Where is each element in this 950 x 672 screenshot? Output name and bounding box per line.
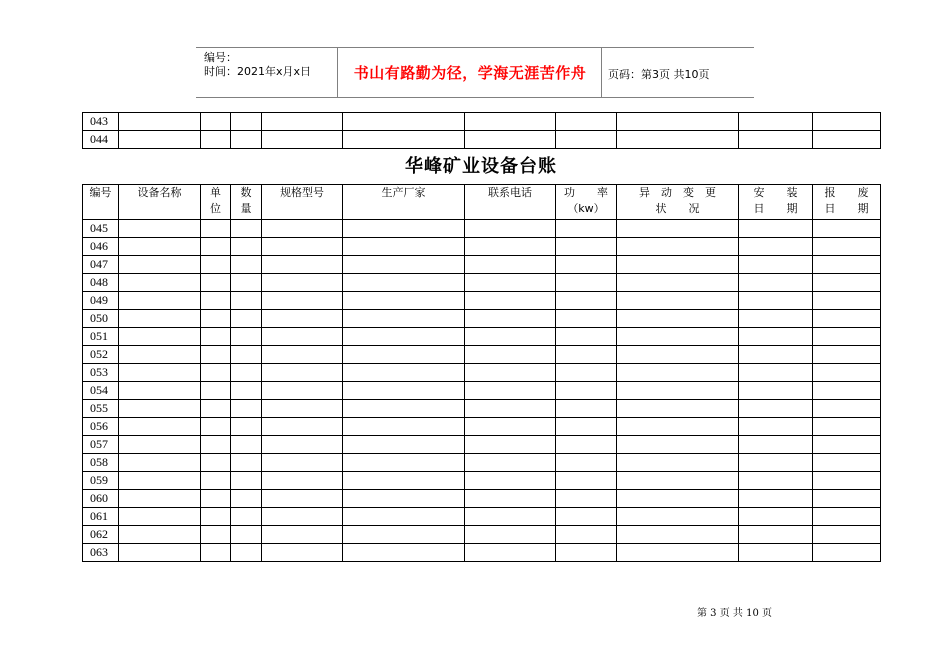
- table-cell: [119, 418, 201, 436]
- table-cell: [119, 256, 201, 274]
- row-number: 044: [83, 131, 119, 149]
- column-header-line2: 日 期: [753, 202, 798, 215]
- column-header-line2: 位: [210, 202, 221, 215]
- table-cell: [262, 418, 343, 436]
- header-motto: 书山有路勤为径，学海无涯苦作舟: [353, 64, 587, 82]
- table-cell: [813, 508, 881, 526]
- row-number: 060: [83, 490, 119, 508]
- table-row: [83, 220, 881, 238]
- table-cell: [465, 364, 556, 382]
- column-header: [83, 185, 119, 220]
- table-cell: [262, 472, 343, 490]
- table-cell: [617, 400, 739, 418]
- table-cell: [201, 400, 231, 418]
- table-cell: [617, 418, 739, 436]
- table-cell: [201, 508, 231, 526]
- table-cell: [262, 544, 343, 562]
- table-cell: [201, 526, 231, 544]
- table-cell: [465, 400, 556, 418]
- table-cell: [465, 472, 556, 490]
- table-cell: [556, 508, 617, 526]
- table-cell: [119, 328, 201, 346]
- row-number: 058: [83, 454, 119, 472]
- row-number: 051: [83, 328, 119, 346]
- table-cell: [617, 256, 739, 274]
- table-cell: [262, 508, 343, 526]
- column-header: [201, 185, 231, 220]
- row-number: 048: [83, 274, 119, 292]
- table-cell: [231, 346, 262, 364]
- table-cell: [556, 382, 617, 400]
- table-cell: [343, 418, 465, 436]
- table-cell: [813, 238, 881, 256]
- table-cell: [617, 328, 739, 346]
- table-cell: [201, 544, 231, 562]
- table-cell: [617, 382, 739, 400]
- table-row: [83, 490, 881, 508]
- table-cell: [231, 256, 262, 274]
- row-number: 049: [83, 292, 119, 310]
- table-cell: [201, 256, 231, 274]
- table-cell: [201, 292, 231, 310]
- table-cell: [343, 113, 465, 131]
- table-cell: [556, 328, 617, 346]
- table-cell: [343, 220, 465, 238]
- table-cell: [119, 400, 201, 418]
- table-cell: [262, 364, 343, 382]
- table-cell: [231, 526, 262, 544]
- table-cell: [465, 292, 556, 310]
- table-cell: [617, 113, 739, 131]
- table-cell: [556, 544, 617, 562]
- table-cell: [231, 274, 262, 292]
- table-row: [83, 310, 881, 328]
- table-cell: [556, 472, 617, 490]
- table-cell: [465, 418, 556, 436]
- table-cell: [343, 346, 465, 364]
- column-header-line1: 生产厂家: [381, 186, 426, 199]
- table-cell: [343, 274, 465, 292]
- row-number: 055: [83, 400, 119, 418]
- table-row: [83, 418, 881, 436]
- table-cell: [201, 454, 231, 472]
- table-cell: [465, 436, 556, 454]
- table-cell: [739, 364, 813, 382]
- table-cell: [119, 310, 201, 328]
- table-cell: [343, 508, 465, 526]
- table-cell: [119, 346, 201, 364]
- table-cell: [465, 526, 556, 544]
- table-cell: [739, 436, 813, 454]
- table-cell: [813, 131, 881, 149]
- table-cell: [465, 508, 556, 526]
- table-cell: [201, 382, 231, 400]
- table-cell: [231, 310, 262, 328]
- header-divider: [601, 48, 602, 97]
- column-header-line1: 设备名称: [137, 186, 182, 199]
- table-cell: [617, 238, 739, 256]
- table-cell: [262, 400, 343, 418]
- table-cell: [231, 400, 262, 418]
- table-cell: [465, 490, 556, 508]
- table-cell: [231, 508, 262, 526]
- row-number: 054: [83, 382, 119, 400]
- column-header-line1: 数: [240, 186, 252, 199]
- column-header-line1: 功 率: [564, 186, 608, 199]
- table-cell: [556, 364, 617, 382]
- column-header-line1: 报 废: [824, 186, 869, 199]
- table-cell: [617, 526, 739, 544]
- table-cell: [556, 346, 617, 364]
- table-cell: [343, 310, 465, 328]
- table-cell: [119, 508, 201, 526]
- table-cell: [119, 131, 201, 149]
- table-cell: [556, 131, 617, 149]
- page-label: 页码：第3页 共10页: [608, 68, 710, 81]
- code-label: 编号：: [204, 51, 237, 64]
- row-number: 063: [83, 544, 119, 562]
- column-header: [231, 185, 262, 220]
- table-cell: [201, 274, 231, 292]
- table-cell: [343, 364, 465, 382]
- table-cell: [201, 238, 231, 256]
- table-cell: [739, 400, 813, 418]
- table-cell: [813, 310, 881, 328]
- table-cell: [617, 454, 739, 472]
- table-row: [83, 364, 881, 382]
- table-cell: [813, 436, 881, 454]
- column-header-line2: （kw）: [567, 202, 605, 215]
- table-cell: [201, 472, 231, 490]
- row-number: 045: [83, 220, 119, 238]
- table-cell: [617, 508, 739, 526]
- table-cell: [739, 238, 813, 256]
- table-cell: [119, 220, 201, 238]
- table-cell: [201, 131, 231, 149]
- column-header-line1: 联系电话: [488, 186, 532, 199]
- table-cell: [617, 364, 739, 382]
- table-cell: [813, 364, 881, 382]
- table-cell: [739, 292, 813, 310]
- table-cell: [119, 436, 201, 454]
- column-header-line2: 状 况: [655, 202, 700, 215]
- table-cell: [343, 436, 465, 454]
- table-cell: [617, 310, 739, 328]
- table-cell: [201, 364, 231, 382]
- table-cell: [262, 220, 343, 238]
- table-cell: [201, 220, 231, 238]
- table-cell: [813, 274, 881, 292]
- header-divider: [337, 48, 338, 97]
- table-cell: [617, 220, 739, 238]
- table-cell: [813, 256, 881, 274]
- table-cell: [231, 472, 262, 490]
- table-cell: [343, 292, 465, 310]
- column-header-line2: 日 期: [824, 202, 869, 215]
- table-cell: [465, 310, 556, 328]
- table-cell: [231, 382, 262, 400]
- table-cell: [119, 544, 201, 562]
- table-cell: [262, 328, 343, 346]
- table-cell: [556, 436, 617, 454]
- table-cell: [201, 346, 231, 364]
- equipment-ledger-table: [82, 184, 881, 562]
- table-row: [83, 382, 881, 400]
- table-cell: [119, 454, 201, 472]
- table-cell: [739, 220, 813, 238]
- table-cell: [465, 346, 556, 364]
- table-cell: [343, 526, 465, 544]
- table-cell: [231, 436, 262, 454]
- table-cell: [343, 131, 465, 149]
- table-cell: [739, 310, 813, 328]
- table-row: [83, 238, 881, 256]
- table-row: [83, 256, 881, 274]
- table-cell: [231, 544, 262, 562]
- page-header: [196, 47, 754, 98]
- row-number: 052: [83, 346, 119, 364]
- table-cell: [556, 274, 617, 292]
- table-cell: [343, 544, 465, 562]
- table-cell: [739, 490, 813, 508]
- column-header: [465, 185, 556, 220]
- table-cell: [231, 490, 262, 508]
- table-cell: [262, 274, 343, 292]
- continuation-table: [82, 112, 881, 149]
- table-cell: [201, 328, 231, 346]
- table-cell: [262, 346, 343, 364]
- table-cell: [739, 526, 813, 544]
- table-cell: [739, 274, 813, 292]
- table-cell: [119, 472, 201, 490]
- table-cell: [231, 238, 262, 256]
- table-cell: [231, 292, 262, 310]
- column-header: [813, 185, 881, 220]
- table-cell: [231, 364, 262, 382]
- table-cell: [262, 292, 343, 310]
- table-cell: [262, 382, 343, 400]
- table-row: [83, 274, 881, 292]
- row-number: 053: [83, 364, 119, 382]
- table-cell: [231, 454, 262, 472]
- table-cell: [556, 292, 617, 310]
- table-cell: [262, 526, 343, 544]
- table-cell: [556, 418, 617, 436]
- column-header: [739, 185, 813, 220]
- table-cell: [465, 220, 556, 238]
- table-cell: [119, 526, 201, 544]
- table-cell: [465, 544, 556, 562]
- table-cell: [119, 113, 201, 131]
- header-meta: [204, 51, 311, 79]
- table-cell: [201, 310, 231, 328]
- table-cell: [813, 292, 881, 310]
- table-cell: [262, 238, 343, 256]
- table-cell: [813, 544, 881, 562]
- row-number: 050: [83, 310, 119, 328]
- table-cell: [465, 328, 556, 346]
- time-label: 时间：2021年x月x日: [204, 65, 312, 78]
- table-cell: [343, 256, 465, 274]
- table-cell: [556, 400, 617, 418]
- table-cell: [813, 382, 881, 400]
- table-cell: [617, 292, 739, 310]
- table-cell: [119, 382, 201, 400]
- column-header-line1: 编号: [89, 186, 112, 199]
- table-cell: [617, 436, 739, 454]
- column-header-line1: 安 装: [753, 186, 798, 199]
- table-row: [83, 508, 881, 526]
- table-row: [83, 113, 881, 131]
- table-cell: [739, 113, 813, 131]
- table-cell: [231, 328, 262, 346]
- table-cell: [465, 256, 556, 274]
- table-cell: [739, 346, 813, 364]
- column-header-line1: 异 动 变 更: [639, 186, 716, 199]
- column-header: [262, 185, 343, 220]
- table-cell: [739, 418, 813, 436]
- table-cell: [231, 131, 262, 149]
- table-cell: [262, 256, 343, 274]
- table-cell: [617, 131, 739, 149]
- table-cell: [739, 328, 813, 346]
- table-row: [83, 328, 881, 346]
- table-cell: [262, 113, 343, 131]
- row-number: 061: [83, 508, 119, 526]
- table-cell: [739, 508, 813, 526]
- table-cell: [231, 418, 262, 436]
- table-cell: [617, 544, 739, 562]
- table-cell: [556, 526, 617, 544]
- table-cell: [556, 310, 617, 328]
- table-cell: [119, 274, 201, 292]
- table-cell: [813, 328, 881, 346]
- table-cell: [617, 274, 739, 292]
- table-cell: [556, 238, 617, 256]
- table-cell: [231, 113, 262, 131]
- table-cell: [343, 472, 465, 490]
- table-cell: [617, 346, 739, 364]
- column-header-line2: 量: [240, 202, 252, 215]
- column-header: [556, 185, 617, 220]
- table-row: [83, 436, 881, 454]
- table-cell: [119, 238, 201, 256]
- table-cell: [262, 131, 343, 149]
- table-cell: [556, 454, 617, 472]
- table-row: [83, 454, 881, 472]
- table-row: [83, 131, 881, 149]
- row-number: 059: [83, 472, 119, 490]
- page-title: 华峰矿业设备台账: [405, 156, 557, 177]
- column-header-line1: 规格型号: [280, 186, 324, 199]
- table-cell: [343, 238, 465, 256]
- table-cell: [201, 418, 231, 436]
- table-cell: [119, 292, 201, 310]
- table-cell: [739, 454, 813, 472]
- table-cell: [343, 454, 465, 472]
- table-cell: [465, 454, 556, 472]
- row-number: 056: [83, 418, 119, 436]
- table-cell: [556, 113, 617, 131]
- table-cell: [739, 382, 813, 400]
- table-cell: [556, 490, 617, 508]
- table-cell: [813, 113, 881, 131]
- table-row: [83, 400, 881, 418]
- table-cell: [813, 490, 881, 508]
- table-cell: [119, 490, 201, 508]
- table-cell: [343, 382, 465, 400]
- table-cell: [465, 113, 556, 131]
- table-cell: [343, 490, 465, 508]
- row-number: 043: [83, 113, 119, 131]
- table-cell: [739, 544, 813, 562]
- table-cell: [465, 238, 556, 256]
- column-header: [343, 185, 465, 220]
- table-cell: [813, 454, 881, 472]
- row-number: 057: [83, 436, 119, 454]
- table-cell: [813, 526, 881, 544]
- table-cell: [556, 256, 617, 274]
- table-cell: [231, 220, 262, 238]
- table-cell: [617, 490, 739, 508]
- table-cell: [465, 382, 556, 400]
- table-cell: [465, 131, 556, 149]
- table-row: [83, 292, 881, 310]
- table-row: [83, 526, 881, 544]
- table-cell: [739, 131, 813, 149]
- table-cell: [343, 328, 465, 346]
- table-cell: [813, 346, 881, 364]
- table-cell: [556, 220, 617, 238]
- table-cell: [201, 436, 231, 454]
- table-cell: [201, 113, 231, 131]
- table-cell: [813, 418, 881, 436]
- page-footer: 第 3 页 共 10 页: [697, 608, 772, 619]
- table-cell: [465, 274, 556, 292]
- table-cell: [262, 310, 343, 328]
- row-number: 046: [83, 238, 119, 256]
- table-cell: [201, 490, 231, 508]
- column-header: [119, 185, 201, 220]
- table-cell: [262, 454, 343, 472]
- column-header: [617, 185, 739, 220]
- table-cell: [813, 220, 881, 238]
- table-cell: [739, 472, 813, 490]
- table-cell: [343, 400, 465, 418]
- table-row: [83, 544, 881, 562]
- table-cell: [813, 400, 881, 418]
- table-cell: [262, 436, 343, 454]
- table-row: [83, 472, 881, 490]
- row-number: 062: [83, 526, 119, 544]
- table-cell: [262, 490, 343, 508]
- table-cell: [739, 256, 813, 274]
- table-cell: [119, 364, 201, 382]
- table-cell: [813, 472, 881, 490]
- table-cell: [617, 472, 739, 490]
- table-row: [83, 346, 881, 364]
- row-number: 047: [83, 256, 119, 274]
- column-header-line1: 单: [210, 186, 221, 199]
